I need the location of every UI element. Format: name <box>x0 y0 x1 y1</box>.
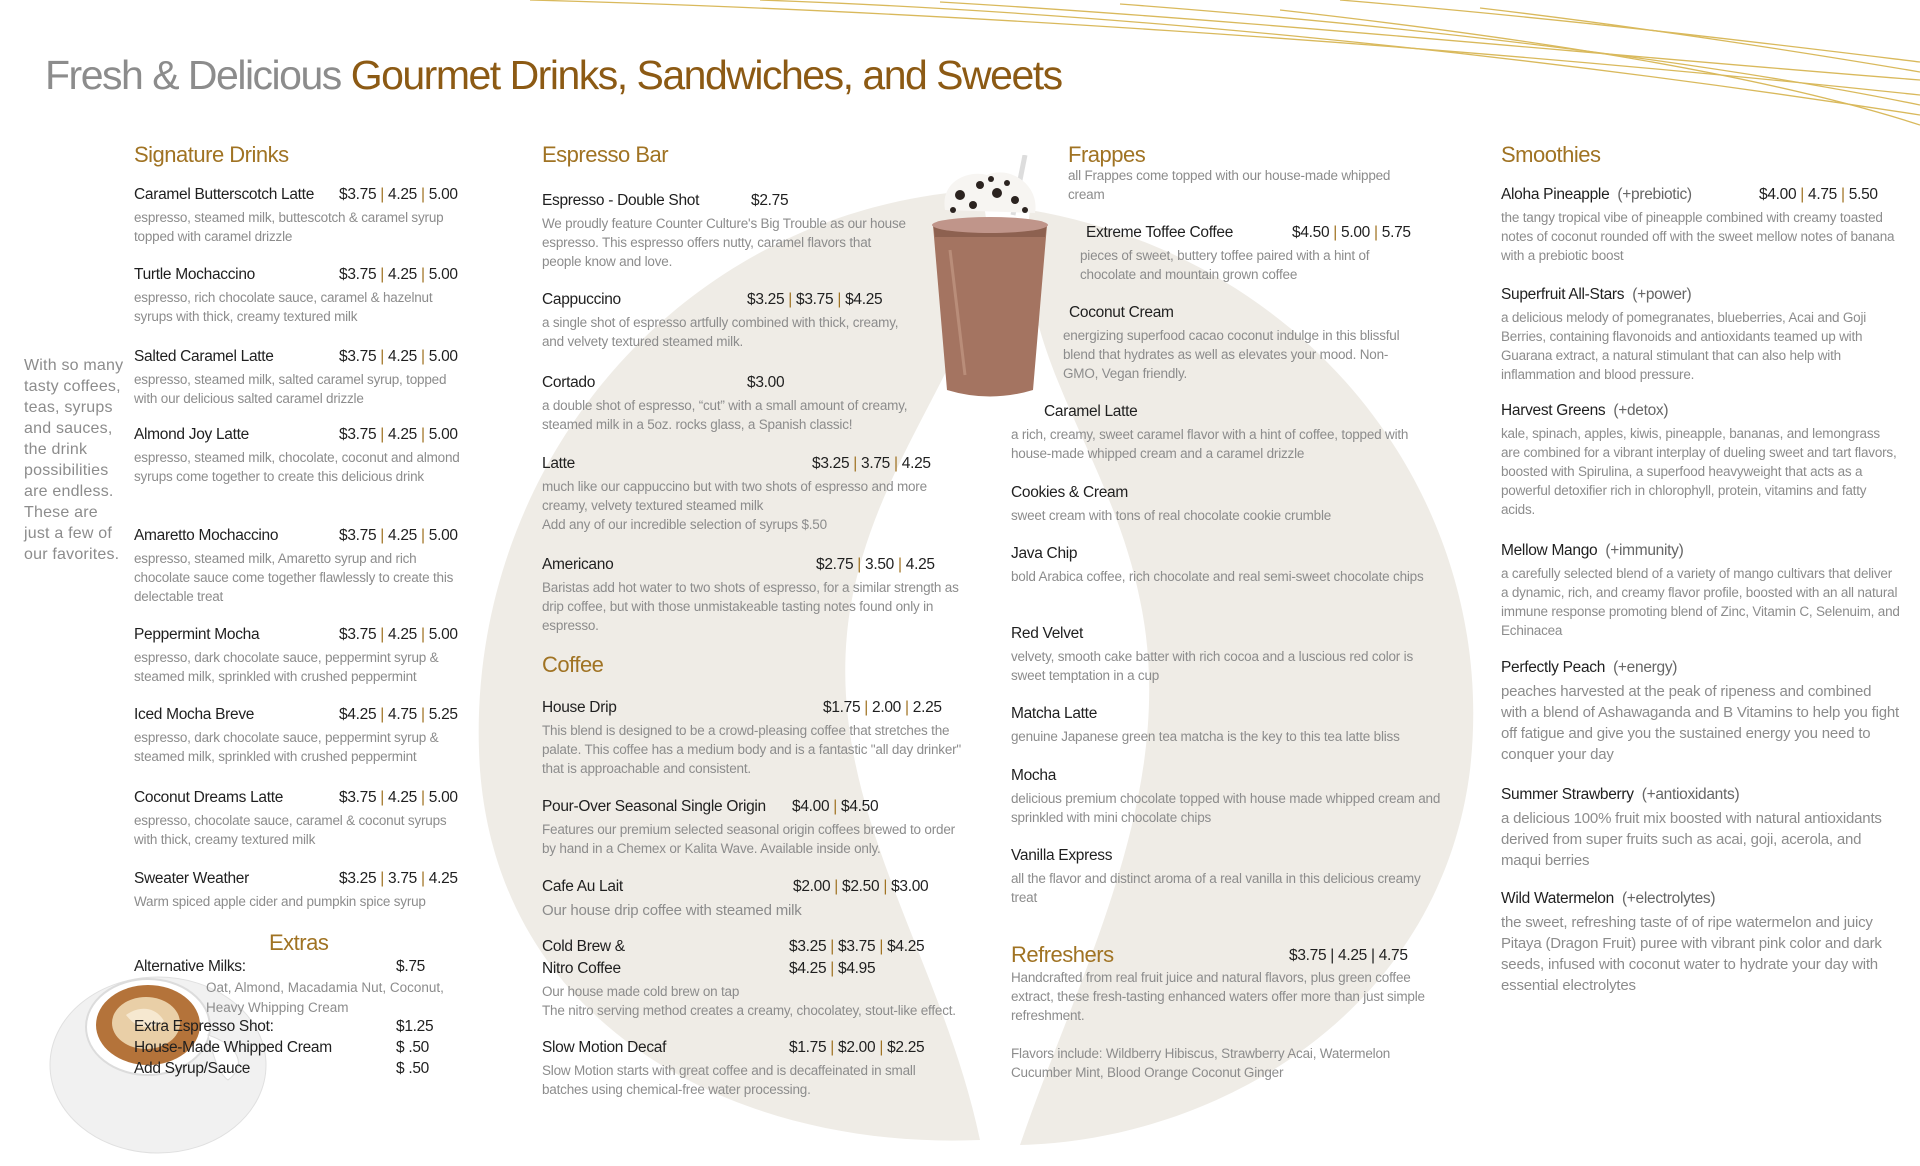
item-description: much like our cappuccino but with two shots of espresso and more creamy, velvety textured steamed milk <box>542 479 927 513</box>
menu-item <box>1501 186 1901 265</box>
item-tag: (+antioxidants) <box>1641 786 1740 803</box>
menu-item <box>134 626 464 686</box>
menu-item <box>1501 542 1901 640</box>
side-note: With so many tasty coffees, teas, syrups and sauces, the drink possibilities are endless. These are just a few of our favorites. <box>24 357 124 563</box>
item-price: $3.25 | $3.75 | $4.25 <box>747 291 883 308</box>
item-description-extra: The nitro serving method creates a creamy, chocolatey, stout-like effect. <box>542 1003 956 1018</box>
item-name: Cortado <box>542 374 596 391</box>
menu-item <box>1011 625 1441 685</box>
item-price: $3.75 | 4.25 | 5.00 <box>339 348 458 365</box>
menu-item <box>134 527 464 606</box>
price-separator: | <box>834 878 839 895</box>
item-description: pieces of sweet, buttery toffee paired with a hint of chocolate and mountain grown coffee <box>1080 248 1370 282</box>
price-separator: | <box>380 186 385 203</box>
item-name: Wild Watermelon (+electrolytes) <box>1501 890 1716 907</box>
price-separator: | <box>879 1039 884 1056</box>
item-price: $2.00 | $2.50 | $3.00 <box>793 878 929 895</box>
item-name: Almond Joy Latte <box>134 426 249 443</box>
item-price: $3.75 | 4.25 | 5.00 <box>339 626 458 643</box>
item-description: a single shot of espresso artfully combined with thick, creamy, and velvety textured steamed milk. <box>542 315 899 349</box>
item-price: $3.75 | 4.25 | 5.00 <box>339 186 458 203</box>
price-separator: | <box>380 626 385 643</box>
price-separator: | <box>421 348 425 365</box>
item-name: Peppermint Mocha <box>134 626 260 643</box>
price-separator: | <box>788 291 793 308</box>
item-description: a rich, creamy, sweet caramel flavor with a hint of coffee, topped with house-made whipped cream and a caramel drizzle <box>1011 427 1409 461</box>
item-name: Red Velvet <box>1011 625 1083 642</box>
title-lead: Fresh & Delicious <box>45 52 341 98</box>
item-name: Vanilla Express <box>1011 847 1113 864</box>
price-separator: | <box>864 699 869 716</box>
item-description: espresso, steamed milk, Amaretto syrup and rich chocolate sauce come together flawlessly to create this delectable treat <box>134 551 454 604</box>
item-description: Warm spiced apple cider and pumpkin spice syrup <box>134 894 426 909</box>
item-name: Americano <box>542 556 614 573</box>
menu-item <box>542 699 967 778</box>
price-separator: | <box>421 266 425 283</box>
item-price-line2: $4.25 | $4.95 <box>789 960 876 977</box>
item-tag: (+detox) <box>1613 402 1669 419</box>
menu-item <box>542 192 912 271</box>
extras-row <box>134 1018 434 1038</box>
item-description-extra: Add any of our incredible selection of syrups $.50 <box>542 517 827 532</box>
item-name: Cookies & Cream <box>1011 484 1128 501</box>
coffee-heading: Coffee <box>542 652 604 677</box>
item-name: Caramel Latte <box>1044 403 1138 420</box>
extras-row <box>134 1060 429 1080</box>
item-price: $3.25 | $3.75 | $4.25 <box>789 938 925 955</box>
price-separator: | <box>837 291 842 308</box>
price-separator: | <box>421 706 425 723</box>
item-price: $1.75 | $2.00 | $2.25 <box>789 1039 925 1056</box>
item-description: Features our premium selected seasonal origin coffees brewed to order by hand in a Chemex or Kalita Wave. Available inside only. <box>542 822 955 856</box>
item-description: delicious premium chocolate topped with house made whipped cream and sprinkled with mini chocolate chips <box>1011 791 1441 825</box>
smoothies-heading: Smoothies <box>1501 142 1601 167</box>
menu-item <box>1080 224 1410 284</box>
alt-milk-options: Oat, Almond, Macadamia Nut, Coconut, Heavy Whipping Cream <box>206 980 444 1015</box>
extras-row <box>134 1039 429 1059</box>
extras-row <box>134 958 425 978</box>
menu-item <box>542 798 967 858</box>
item-description: This blend is designed to be a crowd-pleasing coffee that stretches the palate. This coffee has a medium body and is a fantastic "all day drinker" that is approachable and consistent. <box>542 723 962 776</box>
frappes-heading: Frappes <box>1068 142 1146 167</box>
menu-item <box>1011 484 1431 525</box>
item-name: Extreme Toffee Coffee <box>1086 224 1234 241</box>
price-separator: | <box>1800 186 1805 203</box>
price-separator: | <box>380 706 385 723</box>
extras-price: $ .50 <box>396 1039 429 1056</box>
item-name: Summer Strawberry (+antioxidants) <box>1501 786 1740 803</box>
price-separator: | <box>894 455 898 472</box>
refreshers-flavors: Flavors include: Wildberry Hibiscus, Strawberry Acai, Watermelon Cucumber Mint, Blood Orange Coconut Ginger <box>1011 1046 1391 1080</box>
item-name: Iced Mocha Breve <box>134 706 255 723</box>
price-separator: | <box>883 878 888 895</box>
item-description: energizing superfood cacao coconut indulge in this blissful blend that hydrates as well as elevates your mood. Non-GMO, Vegan friendly. <box>1063 328 1400 381</box>
item-name: Turtle Mochaccino <box>134 266 255 283</box>
item-price: $3.75 | 4.25 | 5.00 <box>339 527 458 544</box>
item-description: genuine Japanese green tea matcha is the key to this tea latte bliss <box>1011 729 1400 744</box>
item-name: Sweater Weather <box>134 870 249 887</box>
item-tag: (+electrolytes) <box>1621 890 1716 907</box>
menu-item <box>1011 767 1441 827</box>
price-separator: | <box>380 789 385 806</box>
price-separator: | <box>1333 224 1338 241</box>
menu-item <box>134 348 464 408</box>
price-separator: | <box>905 699 909 716</box>
item-description: all the flavor and distinct aroma of a real vanilla in this delicious creamy treat <box>1011 871 1421 905</box>
menu-item <box>134 789 464 849</box>
price-separator: | <box>879 938 884 955</box>
menu-item <box>1501 890 1901 996</box>
item-name: Cafe Au Lait <box>542 878 623 895</box>
item-name: Mellow Mango (+immunity) <box>1501 542 1684 559</box>
item-tag: (+power) <box>1632 286 1692 303</box>
menu-item <box>1501 402 1901 519</box>
extras-label: Alternative Milks: <box>134 958 246 975</box>
item-description: the sweet, refreshing taste of of ripe watermelon and juicy Pitaya (Dragon Fruit) puree with vibrant pink color and dark seeds, infused with coconut water to hydrate your day with essential electrolytes <box>1501 914 1882 994</box>
item-price: $3.00 <box>747 374 785 391</box>
item-price: $1.75 | 2.00 | 2.25 <box>823 699 942 716</box>
frappes-intro: all Frappes come topped with our house-made whipped cream <box>1068 168 1391 202</box>
price-separator: | <box>380 870 385 887</box>
item-name: Mocha <box>1011 767 1057 784</box>
item-price: $4.25 | 4.75 | 5.25 <box>339 706 458 723</box>
item-price: $2.75 <box>751 192 789 209</box>
menu-item <box>542 1039 967 1099</box>
item-name: Coconut Cream <box>1069 304 1174 321</box>
price-separator: | <box>830 1039 835 1056</box>
menu-item <box>134 870 464 911</box>
item-description: bold Arabica coffee, rich chocolate and real semi-sweet chocolate chips <box>1011 569 1424 584</box>
signature-drinks-heading: Signature Drinks <box>134 142 289 167</box>
item-description: a double shot of espresso, “cut” with a small amount of creamy, steamed milk in a 5oz. rocks glass, a Spanish classic! <box>542 398 908 432</box>
item-description: espresso, steamed milk, buttescotch & caramel syrup topped with caramel drizzle <box>134 210 444 244</box>
item-description: a delicious 100% fruit mix boosted with natural antioxidants derived from super fruits such as acai, goji, acerola, and maqui berries <box>1501 810 1882 869</box>
price-separator: | <box>830 938 835 955</box>
menu-item <box>1011 545 1431 586</box>
item-price: $2.75 | 3.50 | 4.25 <box>816 556 935 573</box>
item-price: $4.00 | $4.50 <box>792 798 879 815</box>
menu-item <box>542 291 922 351</box>
price-separator: | <box>421 186 425 203</box>
item-name: Cold Brew & <box>542 938 625 955</box>
price-separator: | <box>833 798 838 815</box>
item-description: espresso, dark chocolate sauce, peppermint syrup & steamed milk, sprinkled with crushed peppermint <box>134 650 439 684</box>
item-name: Pour-Over Seasonal Single Origin <box>542 798 766 815</box>
item-name: Latte <box>542 455 575 472</box>
item-description: a delicious melody of pomegranates, blueberries, Acai and Goji Berries, containing flavonoids and antioxidants teamed up with Guarana extract, a natural stimulant that can also help with inflammation and blood pressure. <box>1501 310 1867 382</box>
item-name: Amaretto Mochaccino <box>134 527 279 544</box>
item-price: $3.75 | 4.25 | 5.00 <box>339 266 458 283</box>
menu-item <box>1011 847 1441 907</box>
item-price: $3.75 | 4.25 | 4.75 <box>1289 947 1408 964</box>
item-description: Slow Motion starts with great coffee and is decaffeinated in small batches using chemical-free water processing. <box>542 1063 916 1097</box>
extras-price: $1.25 <box>396 1018 434 1035</box>
frappe-cup-image <box>925 155 1055 405</box>
price-separator: | <box>421 789 425 806</box>
extras-price: $.75 <box>396 958 425 975</box>
menu-item <box>542 374 922 434</box>
page-title <box>45 52 1062 99</box>
item-price: $4.50 | 5.00 | 5.75 <box>1292 224 1411 241</box>
price-separator: | <box>1841 186 1845 203</box>
item-price: $3.25 | 3.75 | 4.25 <box>339 870 458 887</box>
refreshers-heading: Refreshers <box>1011 942 1114 967</box>
item-tag: (+prebiotic) <box>1617 186 1692 203</box>
menu-item <box>1501 286 1901 384</box>
item-description: Our house drip coffee with steamed milk <box>542 902 802 919</box>
item-description: espresso, dark chocolate sauce, peppermint syrup & steamed milk, sprinkled with crushed peppermint <box>134 730 439 764</box>
item-tag: (+immunity) <box>1605 542 1684 559</box>
espresso-bar-heading: Espresso Bar <box>542 142 669 167</box>
item-description: velvety, smooth cake batter with rich cocoa and a luscious red color is sweet temptation in a cup <box>1011 649 1413 683</box>
item-name: Espresso - Double Shot <box>542 192 700 209</box>
menu-item <box>134 426 464 486</box>
price-separator: | <box>380 426 385 443</box>
item-name: House Drip <box>542 699 617 716</box>
item-tag: (+energy) <box>1613 659 1678 676</box>
menu-item <box>542 938 967 1020</box>
item-price: $4.00 | 4.75 | 5.50 <box>1759 186 1878 203</box>
extras-price: $ .50 <box>396 1060 429 1077</box>
item-name: Salted Caramel Latte <box>134 348 274 365</box>
extras-label: House-Made Whipped Cream <box>134 1039 332 1056</box>
item-name: Aloha Pineapple (+prebiotic) <box>1501 186 1692 203</box>
item-description: We proudly feature Counter Culture's Big Trouble as our house espresso. This espresso offers nutty, caramel flavors that people know and love. <box>542 216 906 269</box>
item-description: espresso, steamed milk, salted caramel syrup, topped with our delicious salted caramel drizzle <box>134 372 447 406</box>
refreshers-description: Handcrafted from real fruit juice and natural flavors, plus green coffee extract, these fresh-tasting enhanced waters offer more than just simple refreshment. <box>1011 970 1425 1023</box>
item-description: peaches harvested at the peak of ripeness and combined with a blend of Ashawaganda and B Vitamins to help you fight off fatigue and give you the sustained energy you need to conquer your day <box>1501 683 1900 763</box>
price-separator: | <box>1374 224 1378 241</box>
price-separator: | <box>853 455 858 472</box>
item-description: Our house made cold brew on tap <box>542 984 740 999</box>
item-name: Perfectly Peach (+energy) <box>1501 659 1678 676</box>
item-name: Superfruit All-Stars (+power) <box>1501 286 1692 303</box>
item-price: $3.25 | 3.75 | 4.25 <box>812 455 931 472</box>
menu-item <box>1063 304 1413 383</box>
item-description: espresso, steamed milk, chocolate, coconut and almond syrups come together to create this delicious drink <box>134 450 460 484</box>
item-description: kale, spinach, apples, kiwis, pineapple, bananas, and lemongrass are combined for a vibrant interplay of dueling sweet and tart flavors, boosted with Spirulina, a superfood heavyweight that acts as a powerful detoxifier rich in chlorophyll, protein, vitamins and fatty acids. <box>1501 426 1897 517</box>
menu-item <box>542 878 967 921</box>
menu-item <box>1501 659 1901 765</box>
menu-item <box>542 556 967 635</box>
extras-heading: Extras <box>269 930 329 955</box>
item-name: Caramel Butterscotch Latte <box>134 186 315 203</box>
title-main: Gourmet Drinks, Sandwiches, and Sweets <box>350 52 1062 98</box>
item-description: the tangy tropical vibe of pineapple combined with creamy toasted notes of coconut rounded off with the sweet mellow notes of banana with a prebiotic boost <box>1501 210 1895 263</box>
price-separator: | <box>421 626 425 643</box>
item-name: Slow Motion Decaf <box>542 1039 667 1056</box>
menu-item <box>1501 786 1901 871</box>
price-separator: | <box>421 527 425 544</box>
item-name: Harvest Greens (+detox) <box>1501 402 1669 419</box>
item-name: Cappuccino <box>542 291 621 308</box>
menu-item <box>134 706 464 766</box>
menu-item <box>1011 403 1431 463</box>
item-description: Baristas add hot water to two shots of espresso, for a similar strength as drip coffee, but with those unmistakeable tasting notes found only in espresso. <box>542 580 959 633</box>
item-description: a carefully selected blend of a variety of mango cultivars that deliver a dynamic, rich, and creamy flavor profile, boosted with an all natural immune response promoting blend of Zinc, Vitamin C, Selenuim, and Echinacea <box>1501 566 1900 638</box>
item-name: Java Chip <box>1011 545 1078 562</box>
extras-label: Add Syrup/Sauce <box>134 1060 251 1077</box>
item-price: $3.75 | 4.25 | 5.00 <box>339 426 458 443</box>
item-price: $3.75 | 4.25 | 5.00 <box>339 789 458 806</box>
item-name: Coconut Dreams Latte <box>134 789 284 806</box>
menu-item <box>1011 705 1441 746</box>
extras-label: Extra Espresso Shot: <box>134 1018 274 1035</box>
item-description: sweet cream with tons of real chocolate cookie crumble <box>1011 508 1332 523</box>
price-separator: | <box>380 527 385 544</box>
menu-item <box>134 186 464 246</box>
price-separator: | <box>421 870 425 887</box>
price-separator: | <box>830 960 835 977</box>
price-separator: | <box>898 556 902 573</box>
item-name-line2: Nitro Coffee <box>542 960 621 977</box>
price-separator: | <box>857 556 862 573</box>
price-separator: | <box>380 266 385 283</box>
item-description: espresso, rich chocolate sauce, caramel & hazelnut syrups with thick, creamy textured milk <box>134 290 433 324</box>
menu-item <box>542 455 952 534</box>
item-description: espresso, chocolate sauce, caramel & coconut syrups with thick, creamy textured milk <box>134 813 447 847</box>
price-separator: | <box>380 348 385 365</box>
item-name: Matcha Latte <box>1011 705 1098 722</box>
price-separator: | <box>421 426 425 443</box>
menu-item <box>134 266 464 326</box>
